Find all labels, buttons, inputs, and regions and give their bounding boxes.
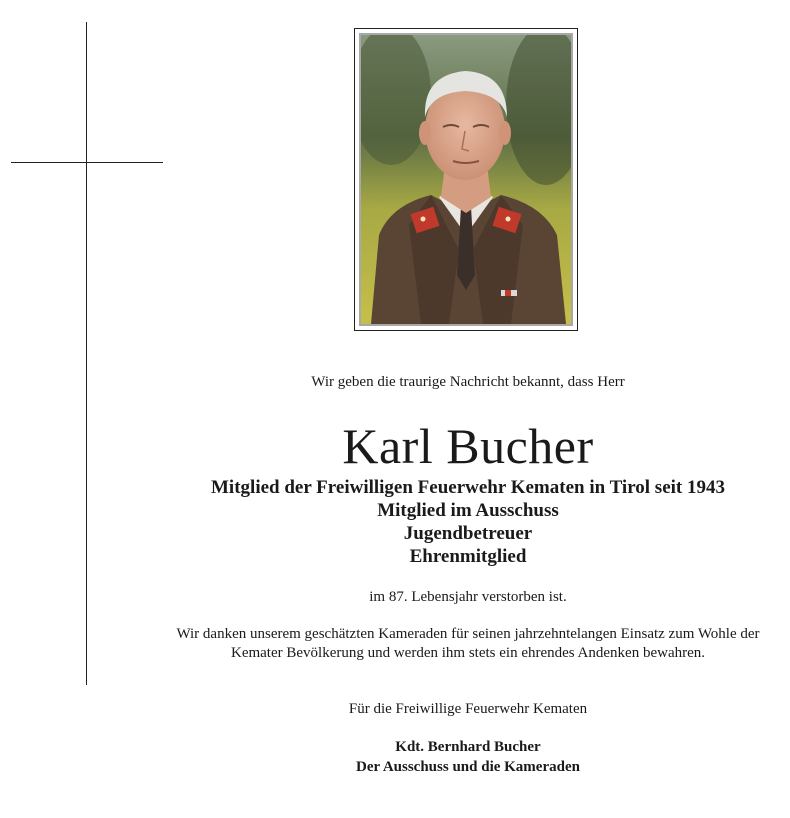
role-item: Ehrenmitglied	[409, 546, 527, 567]
portrait-frame	[354, 28, 578, 331]
cross-horizontal-line	[11, 162, 163, 163]
role-item: Jugendbetreuer	[403, 523, 533, 544]
signature-line: Kdt. Bernhard Bucher	[395, 739, 541, 755]
on-behalf-line: Für die Freiwillige Feuerwehr Kematen	[348, 701, 588, 717]
intro-text: Wir geben die traurige Nachricht bekannt, dass Herr	[311, 374, 625, 390]
signature-line: Der Ausschuss und die Kameraden	[356, 759, 580, 775]
roles-list	[150, 476, 786, 568]
signature-block	[150, 737, 786, 777]
thanks-paragraph: Wir danken unserem geschätzten Kameraden für seinen jahrzehntelangen Einsatz zum Wohle der Kemater Bevölkerung und werden ihm stets ein ehrendes Andenken bewahren.	[176, 626, 760, 661]
role-item: Mitglied der Freiwilligen Feuerwehr Kematen in Tirol seit 1943	[211, 477, 725, 498]
cross-vertical-line	[86, 22, 87, 685]
role-item: Mitglied im Ausschuss	[377, 500, 559, 521]
deceased-name: Karl Bucher	[342, 418, 594, 474]
age-line: im 87. Lebensjahr verstorben ist.	[369, 589, 567, 605]
portrait-illustration	[361, 35, 571, 324]
portrait-photo	[361, 35, 571, 324]
